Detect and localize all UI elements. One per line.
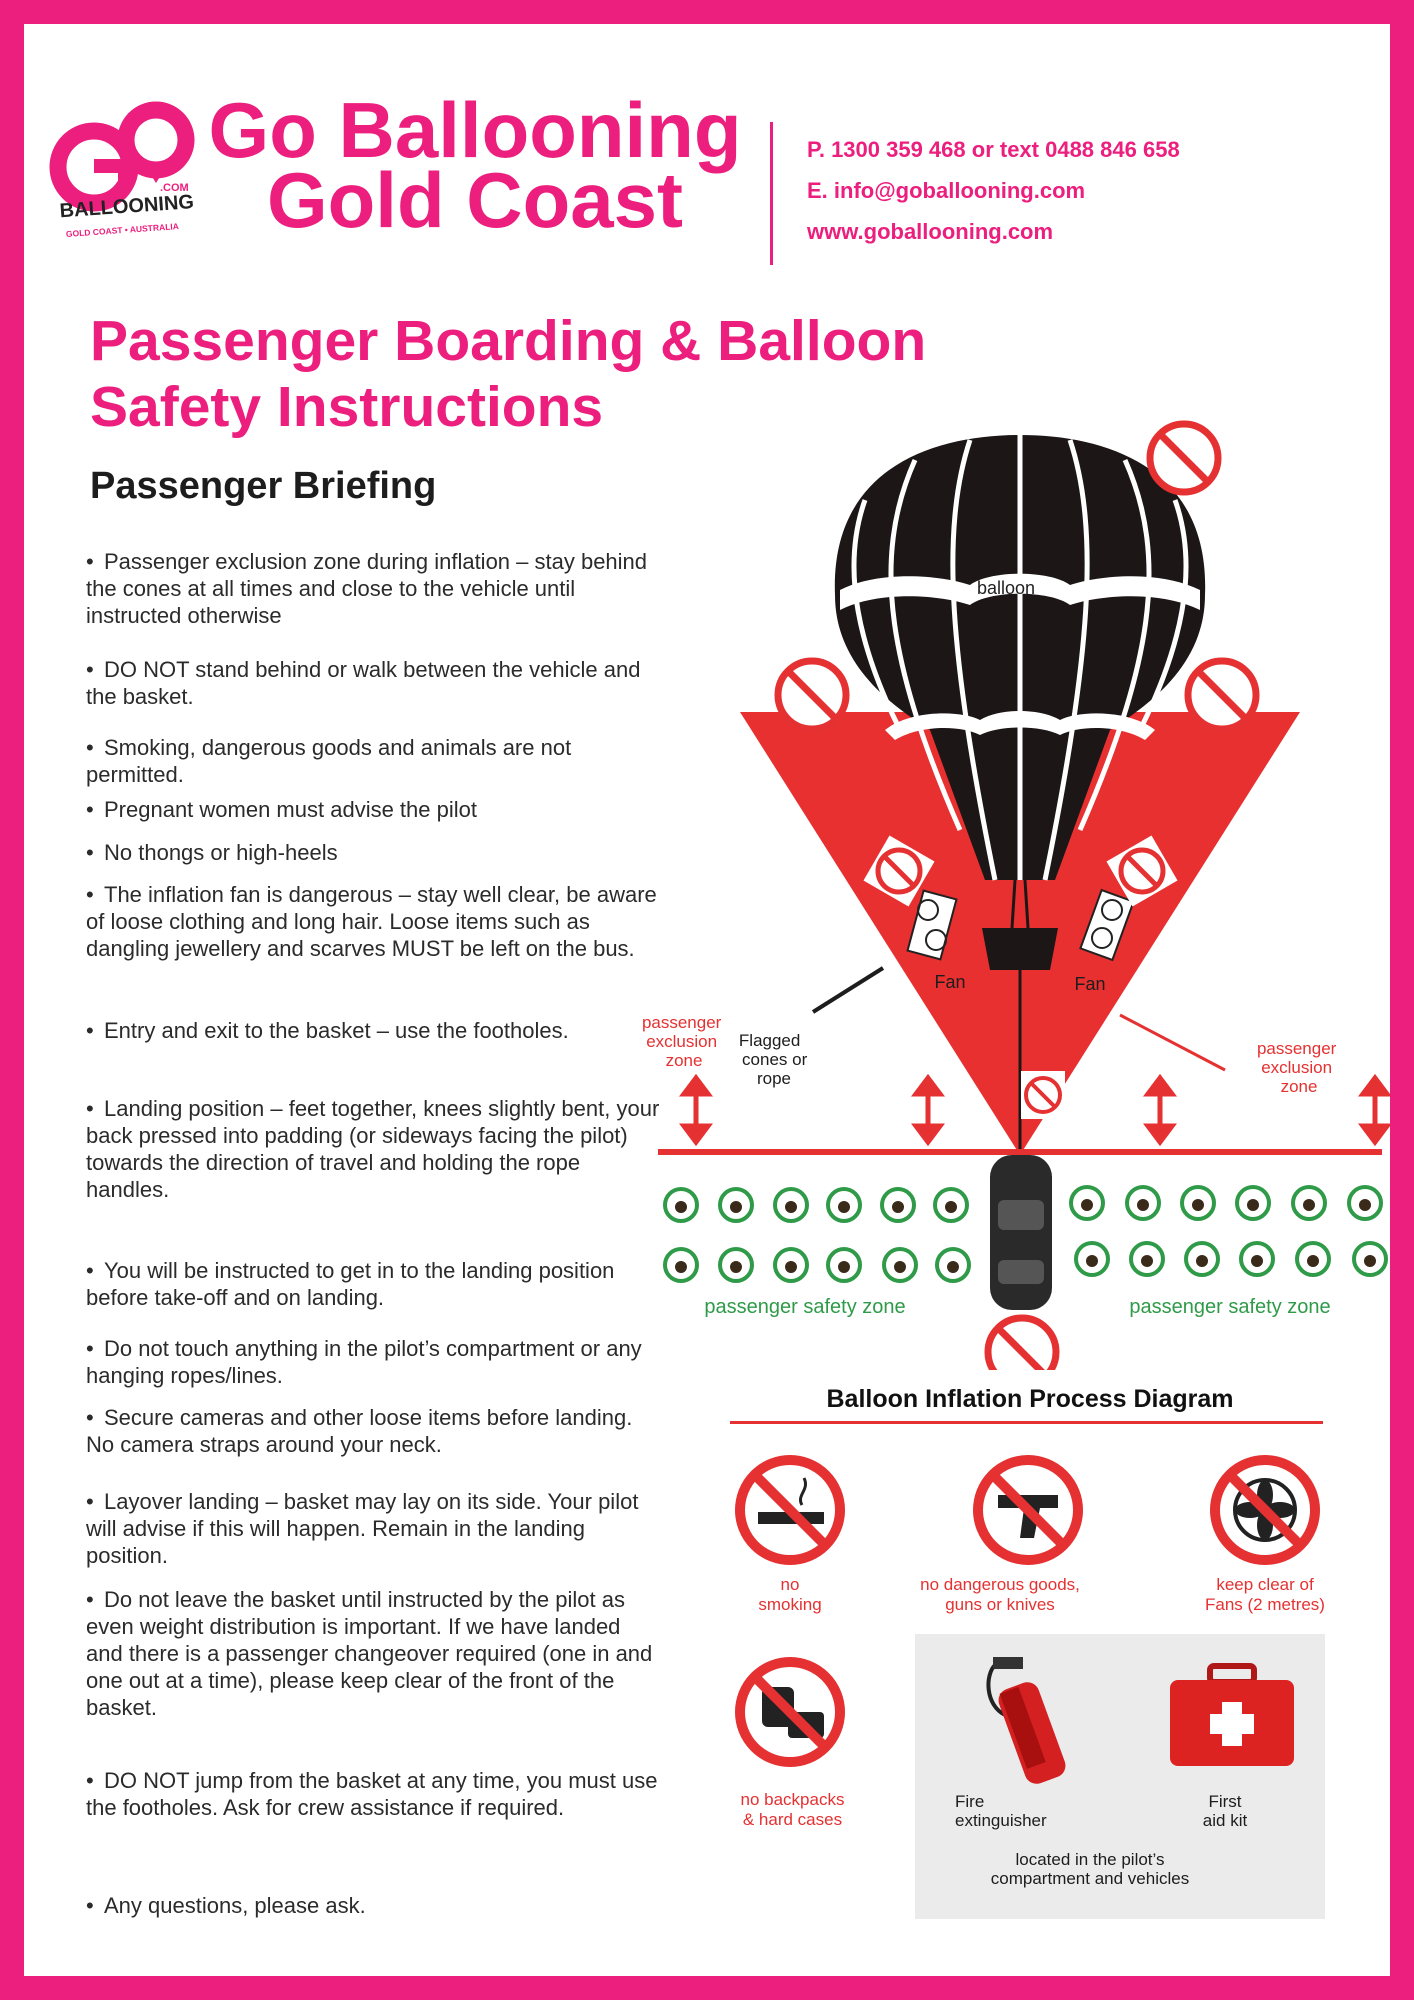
exclusion-zone-right-label: passenger exclusion zone [1256, 1039, 1337, 1096]
fire-extinguisher-icon [975, 1645, 1095, 1795]
process-diagram-title: Balloon Inflation Process Diagram [826, 1385, 1234, 1413]
double-arrow-icon [916, 1078, 940, 1142]
logo-dotcom-text: .COM [160, 182, 189, 194]
passenger-safety-zone-left-label: passenger safety zone [704, 1296, 906, 1318]
list-item: • Do not touch anything in the pilot’s compartment or any hanging ropes/lines. [86, 1336, 642, 1388]
list-item: • DO NOT jump from the basket at any time, you must use the footholes. Ask for crew assistance if required. [86, 1768, 658, 1820]
list-item: • The inflation fan is dangerous – stay well clear, be aware of loose clothing and long hair. Loose items such as dangling jewellery and scarves MUST be left on the bus. [86, 882, 657, 961]
list-item: • Passenger exclusion zone during inflation – stay behind the cones at all times and close to the vehicle until instructed otherwise [86, 549, 648, 628]
list-item: • DO NOT stand behind or walk between the vehicle and the basket. [86, 657, 641, 709]
phone-contact[interactable]: P. 1300 359 468 or text 0488 846 658 [807, 137, 1180, 162]
first-aid-kit-label: First aid kit [1202, 1792, 1248, 1830]
double-arrow-icon [1363, 1078, 1387, 1142]
website-link[interactable]: www.goballooning.com [807, 219, 1054, 244]
no-backpacks-caption: no backpacks & hard cases [740, 1790, 845, 1829]
exclusion-zone-left-label: passenger exclusion zone [641, 1013, 722, 1070]
no-entry-sign-icon [1188, 661, 1256, 729]
balloon-label: balloon [976, 578, 1036, 598]
list-item: • Do not leave the basket until instructed by the pilot as even weight distribution is important. If we have landed and there is a passenger changeover required (one in and one out at a time), please keep clear of the front of the basket. [86, 1587, 653, 1720]
logo-sub-text: GOLD COAST • AUSTRALIA [65, 221, 180, 239]
list-item: • Landing position – feet together, knees slightly bent, your back pressed into padding (or sideways facing the pilot) towards the direction of travel and holding the rope handles. [86, 1096, 660, 1202]
page-title-line-1: Passenger Boarding & Balloon [90, 309, 927, 373]
fan-right-label: Fan [1074, 974, 1106, 994]
no-backpacks-icon [730, 1652, 850, 1772]
list-item: • Smoking, dangerous goods and animals are not permitted. [86, 735, 572, 787]
double-arrow-icon [684, 1078, 708, 1142]
no-guns-icon [968, 1450, 1088, 1570]
no-entry-sign-icon [1021, 1071, 1065, 1119]
list-item: • Layover landing – basket may lay on its side. Your pilot will advise if this will happen. Remain in the landing position. [86, 1489, 639, 1568]
no-entry-sign-icon [1150, 424, 1218, 492]
section-heading: Passenger Briefing [90, 465, 437, 507]
double-arrow-icon [1148, 1078, 1172, 1142]
no-smoking-caption: no smoking [758, 1575, 822, 1614]
passenger-safety-zone-right-label: passenger safety zone [1129, 1296, 1331, 1318]
no-guns-caption: no dangerous goods, guns or knives [920, 1575, 1080, 1614]
brand-line-1: Go Ballooning [208, 86, 742, 174]
no-fan-icon [1205, 1450, 1325, 1570]
list-item: • Secure cameras and other loose items before landing. No camera straps around your neck. [86, 1405, 633, 1457]
passenger-safety-zone-left [665, 1189, 969, 1281]
list-item: • No thongs or high-heels [86, 840, 338, 865]
fire-extinguisher-label: Fire extinguisher [955, 1792, 1047, 1830]
email-link[interactable]: E. info@goballooning.com [807, 178, 1086, 203]
brand-name [185, 86, 765, 244]
page-title-line-2: Safety Instructions [90, 375, 604, 439]
list-item: • You will be instructed to get in to the landing position before take-off and on landing. [86, 1258, 615, 1310]
logo-word-text: BALLOONING [58, 191, 195, 223]
process-title-rule [730, 1421, 1323, 1424]
no-entry-sign-icon [778, 661, 846, 729]
passenger-safety-zone-right [1071, 1187, 1386, 1275]
list-item: • Pregnant women must advise the pilot [86, 797, 477, 822]
equipment-location-note: located in the pilot’s compartment and vehicles [990, 1850, 1190, 1888]
fan-left-label: Fan [934, 972, 966, 992]
inflation-diagram [640, 410, 1390, 1370]
brand-line-2: Gold Coast [266, 156, 683, 244]
keep-clear-fans-caption: keep clear of Fans (2 metres) [1205, 1575, 1325, 1614]
list-item: • Any questions, please ask. [86, 1893, 366, 1918]
list-item: • Entry and exit to the basket – use the footholes. [86, 1018, 569, 1043]
vehicle-icon [990, 1155, 1052, 1310]
no-entry-sign-icon [988, 1318, 1056, 1370]
no-smoking-icon [730, 1450, 850, 1570]
first-aid-kit-icon [1168, 1660, 1296, 1770]
go-ballooning-logo [48, 95, 198, 240]
header-divider [770, 122, 773, 265]
flagged-cones-label: Flagged cones or rope [738, 1031, 808, 1088]
